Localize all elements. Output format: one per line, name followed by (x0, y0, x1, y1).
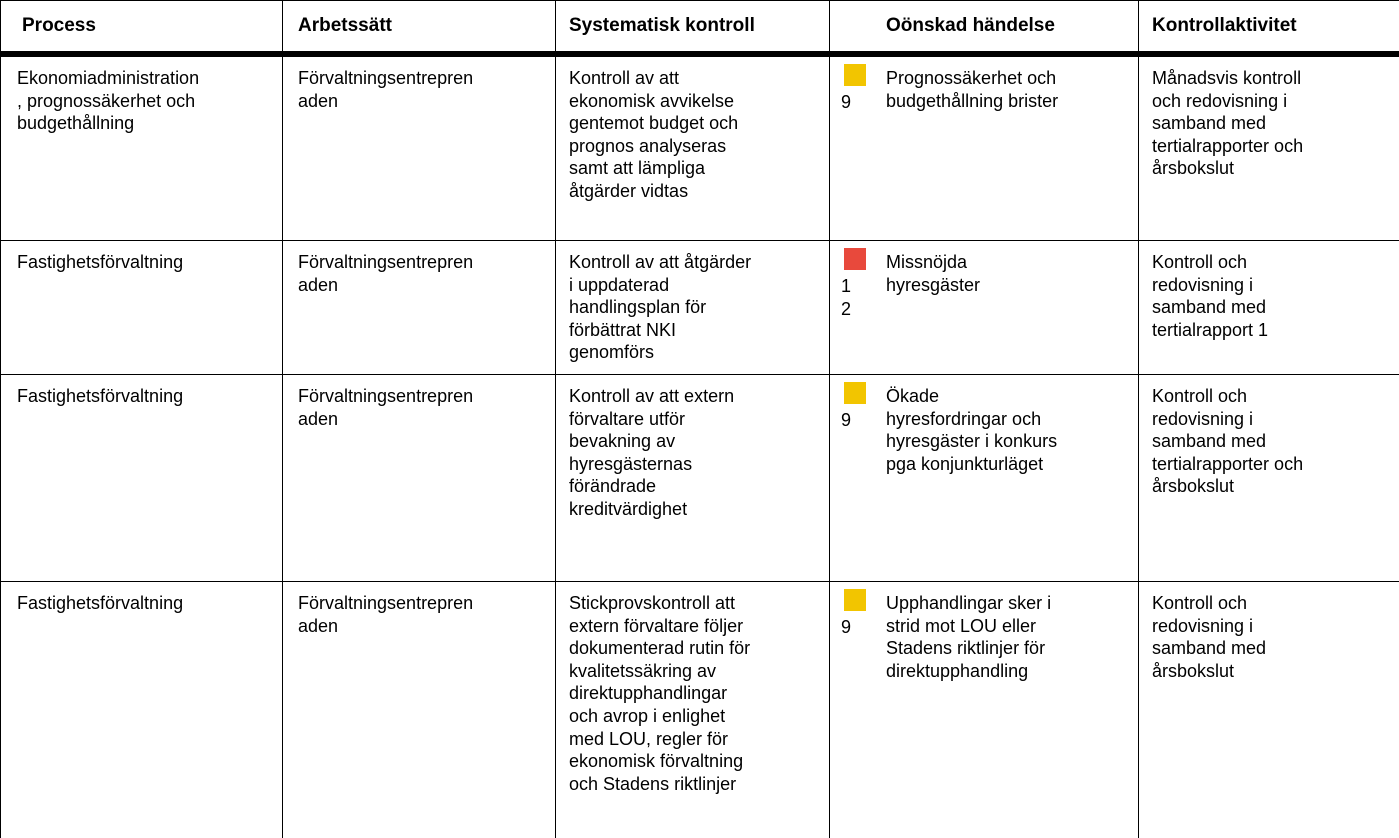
header-systematisk-kontroll: Systematisk kontroll (569, 15, 755, 36)
cell-line: gentemot budget och (569, 113, 739, 134)
column-divider (555, 0, 556, 838)
cell-line: Ökade (886, 386, 940, 406)
cell-line: förändrade (569, 476, 657, 497)
cell-line: samband med (1152, 431, 1267, 452)
cell-line: förvaltare utför (569, 408, 686, 429)
table-cell-arbetssatt (298, 67, 473, 112)
cell-line: hyresgästernas (569, 453, 693, 474)
cell-line: Förvaltningsentrepren (298, 252, 474, 272)
cell-line: aden (298, 408, 339, 429)
table-cell-aktivitet (1152, 251, 1268, 341)
column-divider (0, 0, 1, 838)
cell-line: redovisning i (1152, 408, 1254, 429)
cell-line: hyresfordringar och (886, 408, 1042, 429)
table-cell-arbetssatt (298, 592, 473, 637)
table-cell-handelse (886, 592, 1051, 682)
cell-line: genomförs (569, 342, 655, 363)
risk-value-line: 9 (841, 617, 852, 637)
cell-line: Kontroll av att (569, 68, 680, 88)
cell-line: och avrop i enlighet (569, 705, 726, 726)
cell-line: redovisning i (1152, 274, 1254, 295)
cell-line: ekonomisk förvaltning (569, 751, 744, 772)
header-oonskad-handelse: Oönskad händelse (886, 15, 1055, 36)
cell-line: kreditvärdighet (569, 498, 688, 519)
risk-value (841, 616, 851, 639)
cell-line: dokumenterad rutin för (569, 638, 751, 659)
cell-line: direktupphandlingar (569, 683, 728, 704)
cell-line: med LOU, regler för (569, 728, 729, 749)
cell-line: Förvaltningsentrepren (298, 386, 474, 406)
table-cell-handelse (886, 251, 980, 296)
header-process: Process (22, 15, 96, 36)
cell-line: Kontroll av att extern (569, 386, 735, 406)
cell-line: Fastighetsförvaltning (17, 386, 184, 406)
cell-line: Upphandlingar sker i (886, 593, 1052, 613)
table-cell-kontroll (569, 592, 750, 795)
cell-line: Missnöjda (886, 252, 968, 272)
risk-value-line: 9 (841, 92, 852, 112)
cell-line: budgethållning brister (886, 90, 1059, 111)
table-cell-aktivitet (1152, 592, 1266, 682)
risk-value-line: 9 (841, 410, 852, 430)
row-divider (0, 581, 1399, 582)
table-cell-handelse (886, 67, 1058, 112)
table-cell-process (17, 251, 183, 274)
table-cell-kontroll (569, 251, 751, 364)
cell-line: Kontroll och (1152, 593, 1248, 613)
cell-line: Prognossäkerhet och (886, 68, 1057, 88)
cell-line: Stickprovskontroll att (569, 593, 736, 613)
table-cell-kontroll (569, 385, 734, 521)
risk-value-line: 1 (841, 276, 852, 296)
table-cell-kontroll (569, 67, 738, 203)
table-top-border (0, 0, 1399, 1)
cell-line: aden (298, 615, 339, 636)
column-divider (282, 0, 283, 838)
cell-line: Kontroll och (1152, 252, 1248, 272)
column-divider (829, 0, 830, 838)
cell-line: hyresgäster i konkurs (886, 431, 1058, 452)
cell-line: Kontroll och (1152, 386, 1248, 406)
cell-line: Månadsvis kontroll (1152, 68, 1302, 88)
cell-line: extern förvaltare följer (569, 615, 744, 636)
cell-line: tertialrapporter och (1152, 453, 1304, 474)
cell-line: , prognossäkerhet och (17, 90, 196, 111)
cell-line: budgethållning (17, 113, 135, 134)
table-cell-process (17, 592, 183, 615)
cell-line: och Stadens riktlinjer (569, 773, 737, 794)
cell-line: Ekonomiadministration (17, 68, 200, 88)
cell-line: samt att lämpliga (569, 158, 706, 179)
cell-line: strid mot LOU eller (886, 615, 1037, 636)
cell-line: ekonomisk avvikelse (569, 90, 735, 111)
header-kontrollaktivitet: Kontrollaktivitet (1152, 15, 1297, 36)
cell-line: Stadens riktlinjer för (886, 638, 1046, 659)
table-cell-handelse (886, 385, 1057, 475)
cell-line: direktupphandling (886, 660, 1029, 681)
risk-value (841, 275, 851, 320)
cell-line: åtgärder vidtas (569, 180, 689, 201)
cell-line: redovisning i (1152, 615, 1254, 636)
cell-line: och redovisning i (1152, 90, 1288, 111)
cell-line: tertialrapport 1 (1152, 319, 1269, 340)
cell-line: Kontroll av att åtgärder (569, 252, 752, 272)
risk-indicator-red (844, 248, 866, 270)
cell-line: förbättrat NKI (569, 319, 677, 340)
table-cell-arbetssatt (298, 251, 473, 296)
risk-value (841, 91, 851, 114)
header-bottom-border (0, 51, 1399, 57)
cell-line: årsbokslut (1152, 476, 1235, 497)
row-divider (0, 374, 1399, 375)
cell-line: aden (298, 274, 339, 295)
risk-indicator-yellow (844, 589, 866, 611)
cell-line: Förvaltningsentrepren (298, 593, 474, 613)
cell-line: kvalitetssäkring av (569, 660, 717, 681)
cell-line: årsbokslut (1152, 660, 1235, 681)
header-arbetssatt: Arbetssätt (298, 15, 392, 36)
table-cell-process (17, 385, 183, 408)
cell-line: samband med (1152, 297, 1267, 318)
cell-line: Fastighetsförvaltning (17, 252, 184, 272)
cell-line: handlingsplan för (569, 297, 707, 318)
table-cell-process (17, 67, 199, 135)
cell-line: pga konjunkturläget (886, 453, 1044, 474)
risk-value-line: 2 (841, 298, 852, 319)
cell-line: prognos analyseras (569, 135, 727, 156)
cell-line: aden (298, 90, 339, 111)
cell-line: tertialrapporter och (1152, 135, 1304, 156)
cell-line: bevakning av (569, 431, 676, 452)
row-divider (0, 240, 1399, 241)
cell-line: årsbokslut (1152, 158, 1235, 179)
cell-line: samband med (1152, 638, 1267, 659)
risk-value (841, 409, 851, 432)
cell-line: i uppdaterad (569, 274, 670, 295)
cell-line: hyresgäster (886, 274, 981, 295)
cell-line: Förvaltningsentrepren (298, 68, 474, 88)
table-cell-aktivitet (1152, 385, 1303, 498)
table-cell-aktivitet (1152, 67, 1303, 180)
cell-line: samband med (1152, 113, 1267, 134)
risk-indicator-yellow (844, 382, 866, 404)
cell-line: Fastighetsförvaltning (17, 593, 184, 613)
column-divider (1138, 0, 1139, 838)
table-cell-arbetssatt (298, 385, 473, 430)
risk-indicator-yellow (844, 64, 866, 86)
